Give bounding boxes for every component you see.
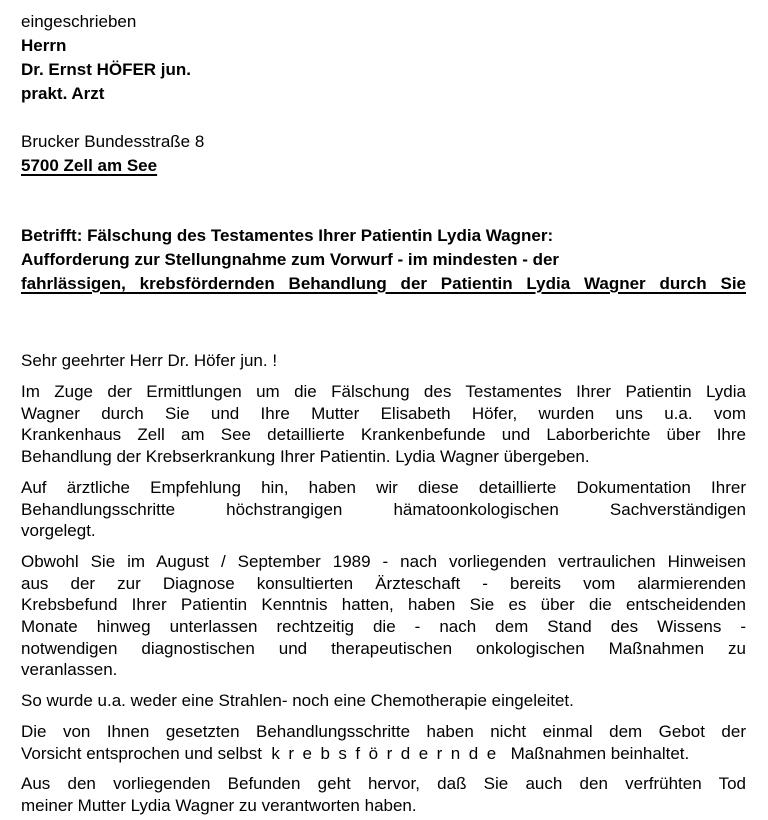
body-line: Monate hinweg unterlassen rechtzeitig die - nach dem Stand des Wissens - (21, 617, 746, 637)
body-line: notwendigen diagnostischen und therapeutischen onkologischen Maßnahmen zu (21, 638, 746, 658)
recipient-street: Brucker Bundesstraße 8 (21, 132, 205, 151)
paragraph-3 (21, 551, 746, 681)
paragraph-4 (21, 690, 746, 712)
emphasis-pre-text: Vorsicht entsprochen und selbst (21, 743, 262, 763)
address-block (21, 10, 746, 178)
paragraph-2 (21, 477, 746, 542)
body-line: aus der zur Diagnose konsultierten Ärzteschaft - bereits vom alarmierenden (21, 573, 746, 593)
body-line: Krankenhaus Zell am See detaillierte Krankenbefunde und Laborberichte über Ihre (21, 425, 746, 445)
paragraph-1 (21, 381, 746, 468)
salutation: Sehr geehrter Herr Dr. Höfer jun. ! (21, 351, 278, 370)
emphasis-post-text: Maßnahmen beinhaltet. (510, 743, 690, 763)
body-line: vorgelegt. (21, 521, 96, 541)
recipient-city: 5700 Zell am See (21, 156, 158, 175)
body-line: Wagner durch Sie und Ihre Mutter Elisabeth Höfer, wurden uns u.a. vom (21, 403, 746, 423)
body-line: Krebsbefund Ihrer Patientin Kenntnis hatten, haben Sie es über die entscheidenden (21, 595, 746, 615)
recipient-name: Dr. Ernst HÖFER jun. (21, 60, 192, 79)
paragraph-6 (21, 773, 746, 816)
subject-line-2: Aufforderung zur Stellungnahme zum Vorwurf - im mindesten - der (21, 250, 560, 269)
body-line: Die von Ihnen gesetzten Behandlungsschritte haben nicht einmal dem Gebot der (21, 721, 746, 741)
body-line: Behandlung der Krebserkrankung Ihrer Patientin. Lydia Wagner übergeben. (21, 447, 590, 467)
recipient-profession: prakt. Arzt (21, 84, 105, 103)
body-line-emphasized (21, 743, 746, 765)
body-line: Auf ärztliche Empfehlung hin, haben wir diese detaillierte Dokumentation Ihrer (21, 477, 746, 497)
recipient-salutation: Herrn (21, 36, 67, 55)
body-line: Aus den vorliegenden Befunden geht hervor, daß Sie auch den verfrühten Tod (21, 774, 746, 794)
subject-line-3: fahrlässigen, krebsfördernden Behandlung der Patientin Lydia Wagner durch Sie (21, 274, 746, 293)
body-line: Behandlungsschritte höchstrangigen hämatoonkologischen Sachverständigen (21, 499, 746, 519)
subject-block (21, 224, 746, 296)
body-line: Obwohl Sie im August / September 1989 - nach vorliegenden vertraulichen Hinweisen (21, 551, 746, 571)
subject-line-1: Betrifft: Fälschung des Testamentes Ihrer Patientin Lydia Wagner: (21, 226, 554, 245)
emphasized-word: krebsfördernde (271, 743, 505, 763)
delivery-note: eingeschrieben (21, 12, 137, 31)
body-line: meiner Mutter Lydia Wagner zu verantworten haben. (21, 795, 417, 815)
paragraph-5 (21, 721, 746, 764)
body-line: Im Zuge der Ermittlungen um die Fälschung des Testamentes Ihrer Patientin Lydia (21, 382, 746, 401)
body-line: veranlassen. (21, 660, 118, 680)
body-line: So wurde u.a. weder eine Strahlen- noch eine Chemotherapie eingeleitet. (21, 691, 574, 711)
